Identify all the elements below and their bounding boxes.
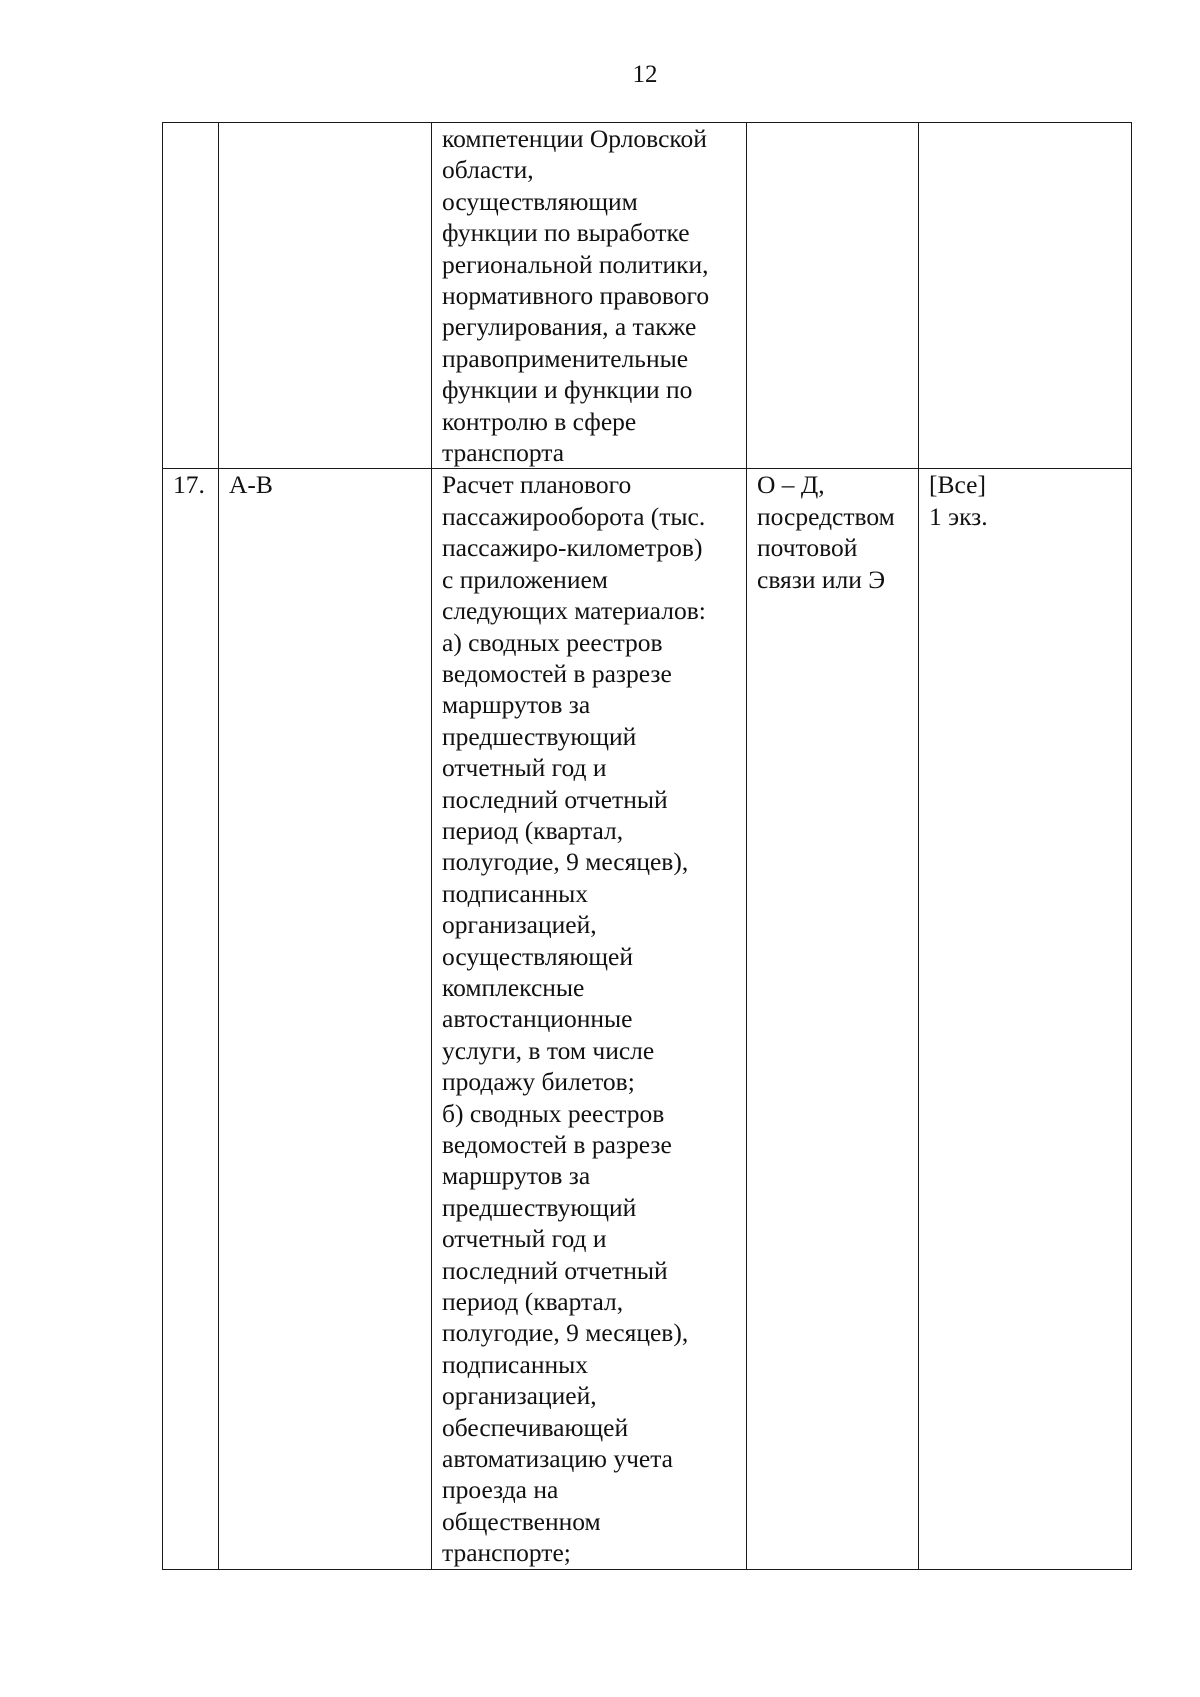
code-cell <box>219 123 432 469</box>
description-line: автостанционные <box>442 1004 633 1034</box>
description-line: автоматизацию учета <box>442 1444 673 1474</box>
description-line: ведомостей в разрезе <box>442 658 672 688</box>
description-line: отчетный год и <box>442 753 607 783</box>
description-cell <box>432 469 747 1570</box>
description-line: следующих материалов: <box>442 596 706 626</box>
table-row <box>163 469 1132 1570</box>
description-line: период (квартал, <box>442 815 624 845</box>
description-line: функции и функции по <box>442 375 693 405</box>
description-line: пассажиро-километров) <box>442 533 703 563</box>
description-line: нормативного правового <box>442 281 710 311</box>
description-line: осуществляющим <box>442 186 638 216</box>
description-line: правоприменительные <box>442 343 689 373</box>
description-line: отчетный год и <box>442 1224 607 1254</box>
description-line: комплексные <box>442 972 585 1002</box>
description-line: обеспечивающей <box>442 1412 629 1442</box>
copies-line: 1 экз. <box>929 501 988 531</box>
description-line: услуги, в том числе <box>442 1035 655 1065</box>
row-number-cell <box>163 123 219 469</box>
method-line: О – Д, <box>757 470 825 500</box>
description-line: б) сводных реестров <box>442 1098 665 1128</box>
description-line: компетенции Орловской <box>442 124 707 153</box>
description-line: последний отчетный <box>442 1255 668 1285</box>
description-line: пассажирооборота (тыс. <box>442 501 706 531</box>
description-line: последний отчетный <box>442 784 668 814</box>
description-line: подписанных <box>442 878 589 908</box>
description-line: области, <box>442 155 534 185</box>
description-line: маршрутов за <box>442 1161 591 1191</box>
description-line: подписанных <box>442 1349 589 1379</box>
description-line: функции по выработке <box>442 218 690 248</box>
description-line: ведомостей в разрезе <box>442 1130 672 1159</box>
description-line: транспорта <box>442 438 565 468</box>
description-line: маршрутов за <box>442 690 591 720</box>
description-line: организацией, <box>442 910 597 940</box>
description-cell <box>432 123 747 469</box>
copies-cell <box>919 123 1132 469</box>
table-row <box>163 123 1132 469</box>
row-number-cell: 17. <box>163 469 219 1570</box>
description-line: полугодие, 9 месяцев), <box>442 1318 689 1348</box>
description-line: регулирования, а также <box>442 312 697 342</box>
description-line: проезда на <box>442 1475 559 1505</box>
method-line: связи или Э <box>757 564 886 594</box>
document-table <box>162 122 1132 1570</box>
copies-cell <box>919 469 1132 1570</box>
method-cell <box>747 123 919 469</box>
description-line: региональной политики, <box>442 249 709 279</box>
code-cell: А-В <box>219 469 432 1570</box>
page-number: 12 <box>632 61 658 88</box>
description-line: продажу билетов; <box>442 1067 635 1097</box>
description-line: организацией, <box>442 1381 597 1411</box>
method-cell <box>747 469 919 1570</box>
method-line: посредством <box>757 501 895 531</box>
method-line: почтовой <box>757 533 858 563</box>
description-line: а) сводных реестров <box>442 627 663 657</box>
description-line: общественном <box>442 1506 601 1536</box>
description-line: период (квартал, <box>442 1287 624 1317</box>
copies-line: [Все] <box>929 470 986 500</box>
description-line: с приложением <box>442 564 608 594</box>
description-line: полугодие, 9 месяцев), <box>442 847 689 877</box>
description-line: транспорте; <box>442 1538 571 1568</box>
description-line: предшествующий <box>442 721 637 751</box>
description-line: контролю в сфере <box>442 406 637 436</box>
description-line: осуществляющей <box>442 941 633 971</box>
description-line: предшествующий <box>442 1192 637 1222</box>
description-line: Расчет планового <box>442 470 632 500</box>
